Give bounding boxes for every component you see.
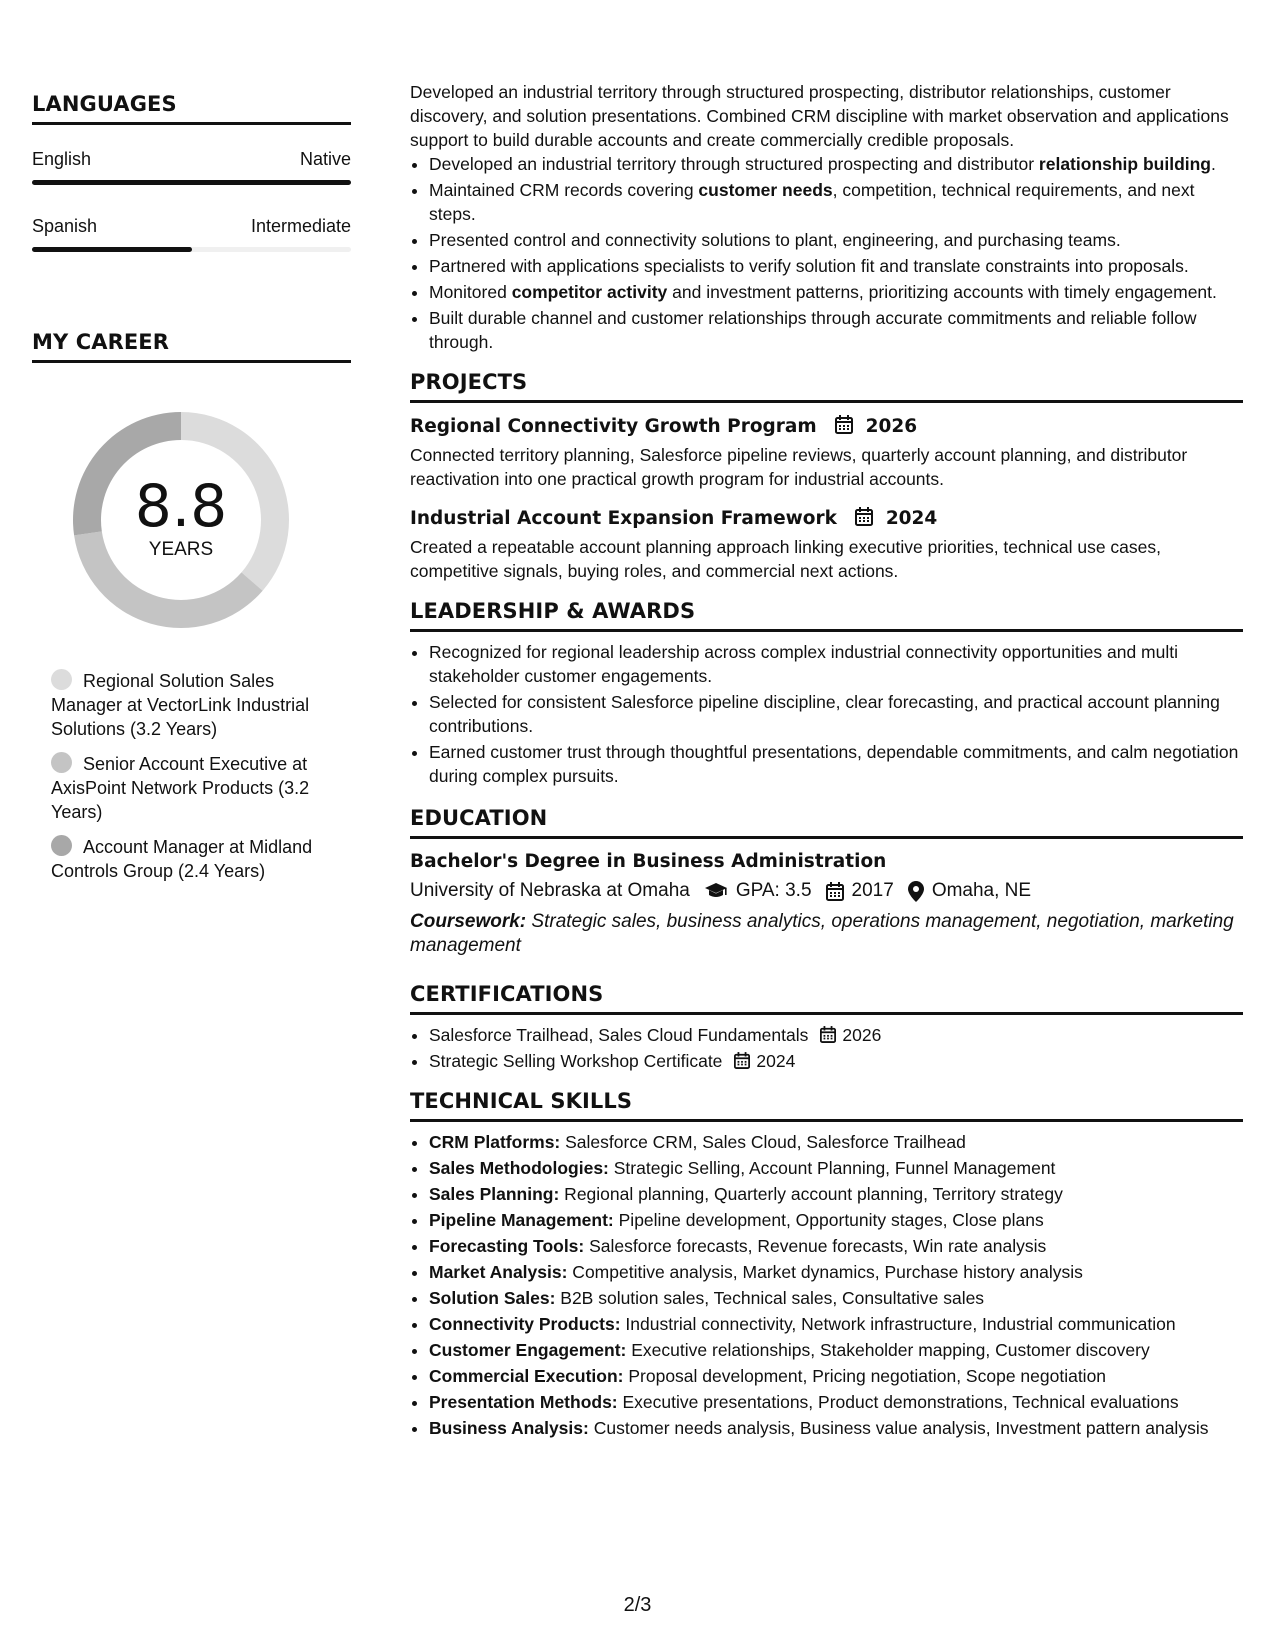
language-level-fill <box>32 180 351 185</box>
graduation-cap-icon <box>704 882 728 900</box>
education-title: EDUCATION <box>410 806 1243 839</box>
list-item: • Monitored competitor activity and investment patterns, prioritizing accounts with timely engagement. <box>429 280 1243 304</box>
legend-label: Senior Account Executive at AxisPoint Network Products (3.2 Years) <box>51 754 310 822</box>
project-item <box>410 507 1243 529</box>
location-pin-icon <box>908 881 924 902</box>
list-item: • Developed an industrial territory through structured prospecting and distributor relationship building. <box>429 152 1243 176</box>
coursework: Coursework: Strategic sales, business analytics, operations management, negotiation, marketing management <box>410 911 1234 956</box>
list-item: • Partnered with applications specialists to verify solution fit and translate constraints into proposals. <box>429 254 1243 278</box>
legend-item <box>51 669 336 741</box>
leadership-title: LEADERSHIP & AWARDS <box>410 599 1243 632</box>
school-location: Omaha, NE <box>931 880 1032 901</box>
project-description: Created a repeatable account planning approach linking executive priorities, technical use cases, competitive signals, buying roles, and commercial next actions. <box>410 537 1162 581</box>
certifications-list <box>410 1023 1243 1073</box>
language-level: Intermediate <box>250 216 351 236</box>
list-item: • Connectivity Products: Industrial connectivity, Network infrastructure, Industrial communication <box>429 1312 1243 1336</box>
legend-label: Regional Solution Sales Manager at VectorLink Industrial Solutions (3.2 Years) <box>51 671 310 739</box>
legend-dot-icon <box>51 752 72 773</box>
leadership-section <box>410 599 1243 788</box>
list-item: • Presentation Methods: Executive presentations, Product demonstrations, Technical evaluations <box>429 1390 1243 1414</box>
calendar-icon <box>820 1026 836 1043</box>
list-item: • Built durable channel and customer relationships through accurate commitments and reliable follow through. <box>429 306 1243 354</box>
language-level-bar <box>32 247 351 252</box>
career-legend <box>32 669 351 883</box>
experience-summary: Developed an industrial territory through structured prospecting, distributor relationships, customer discovery, and solution presentations. Combined CRM discipline with market observation and applications support to build durable accounts and create commercially credible proposals. <box>410 82 1229 150</box>
list-item: • Selected for consistent Salesforce pipeline discipline, clear forecasting, and practical account planning contributions. <box>429 690 1243 738</box>
list-item: • Market Analysis: Competitive analysis, Market dynamics, Purchase history analysis <box>429 1260 1243 1284</box>
project-year: 2026 <box>865 416 918 437</box>
certifications-section <box>410 982 1243 1073</box>
language-level: Native <box>299 149 351 169</box>
legend-dot-icon <box>51 669 72 690</box>
skills-list <box>410 1130 1243 1440</box>
calendar-icon <box>734 1052 750 1069</box>
skills-section <box>410 1089 1243 1440</box>
career-title: MY CAREER <box>32 330 351 363</box>
degree-name: Bachelor's Degree in Business Administration <box>410 851 887 872</box>
list-item: • Business Analysis: Customer needs analysis, Business value analysis, Investment pattern analysis <box>429 1416 1243 1440</box>
projects-section <box>410 370 1243 583</box>
career-total-unit: YEARS <box>148 539 214 560</box>
page-number: 2/3 <box>623 1594 652 1616</box>
language-name: English <box>32 149 92 169</box>
calendar-icon <box>826 882 844 901</box>
list-item: • Pipeline Management: Pipeline development, Opportunity stages, Close plans <box>429 1208 1243 1232</box>
legend-item <box>51 835 336 883</box>
project-description: Connected territory planning, Salesforce pipeline reviews, quarterly account planning, and distributor reactivation into one practical growth program for industrial accounts. <box>410 445 1188 489</box>
list-item: • Maintained CRM records covering customer needs, competition, technical requirements, and next steps. <box>429 178 1243 226</box>
calendar-icon <box>835 415 853 434</box>
list-item: • Sales Methodologies: Strategic Selling, Account Planning, Funnel Management <box>429 1156 1243 1180</box>
main-content <box>410 80 1243 1442</box>
list-item: • CRM Platforms: Salesforce CRM, Sales Cloud, Salesforce Trailhead <box>429 1130 1243 1154</box>
legend-label: Account Manager at Midland Controls Group (2.4 Years) <box>51 837 313 881</box>
language-level-fill <box>32 247 192 252</box>
list-item: • Sales Planning: Regional planning, Quarterly account planning, Territory strategy <box>429 1182 1243 1206</box>
leadership-list <box>410 640 1243 788</box>
education-section <box>410 806 1243 958</box>
language-item <box>32 216 351 252</box>
list-item: • Salesforce Trailhead, Sales Cloud Fundamentals 2026 <box>429 1023 1243 1047</box>
language-item <box>32 149 351 185</box>
list-item: • Earned customer trust through thoughtful presentations, dependable commitments, and calm negotiation during complex pursuits. <box>429 740 1243 788</box>
project-year: 2024 <box>885 508 938 529</box>
projects-title: PROJECTS <box>410 370 1243 403</box>
project-item <box>410 415 1243 437</box>
school-name: University of Nebraska at Omaha <box>410 880 690 901</box>
language-level-bar <box>32 180 351 185</box>
sidebar <box>32 92 351 894</box>
list-item: • Presented control and connectivity solutions to plant, engineering, and purchasing teams. <box>429 228 1243 252</box>
list-item: • Solution Sales: B2B solution sales, Technical sales, Consultative sales <box>429 1286 1243 1310</box>
skills-title: TECHNICAL SKILLS <box>410 1089 1243 1122</box>
career-donut-chart <box>66 405 296 635</box>
language-name: Spanish <box>32 216 98 236</box>
gpa: GPA: 3.5 <box>735 880 812 901</box>
graduation-year: 2017 <box>851 880 894 901</box>
legend-dot-icon <box>51 835 72 856</box>
list-item: • Commercial Execution: Proposal development, Pricing negotiation, Scope negotiation <box>429 1364 1243 1388</box>
list-item: • Customer Engagement: Executive relationships, Stakeholder mapping, Customer discovery <box>429 1338 1243 1362</box>
career-total-years: 8.8 <box>134 472 228 540</box>
education-meta <box>410 880 1243 902</box>
legend-item <box>51 752 336 824</box>
list-item: • Recognized for regional leadership across complex industrial connectivity opportunities and multi stakeholder customer engagements. <box>429 640 1243 688</box>
calendar-icon <box>855 507 873 526</box>
project-name: Industrial Account Expansion Framework <box>410 508 837 529</box>
experience-bullets <box>410 152 1243 354</box>
list-item: • Strategic Selling Workshop Certificate 2024 <box>429 1049 1243 1073</box>
certifications-title: CERTIFICATIONS <box>410 982 1243 1015</box>
languages-title: LANGUAGES <box>32 92 351 125</box>
list-item: • Forecasting Tools: Salesforce forecasts, Revenue forecasts, Win rate analysis <box>429 1234 1243 1258</box>
project-name: Regional Connectivity Growth Program <box>410 416 817 437</box>
